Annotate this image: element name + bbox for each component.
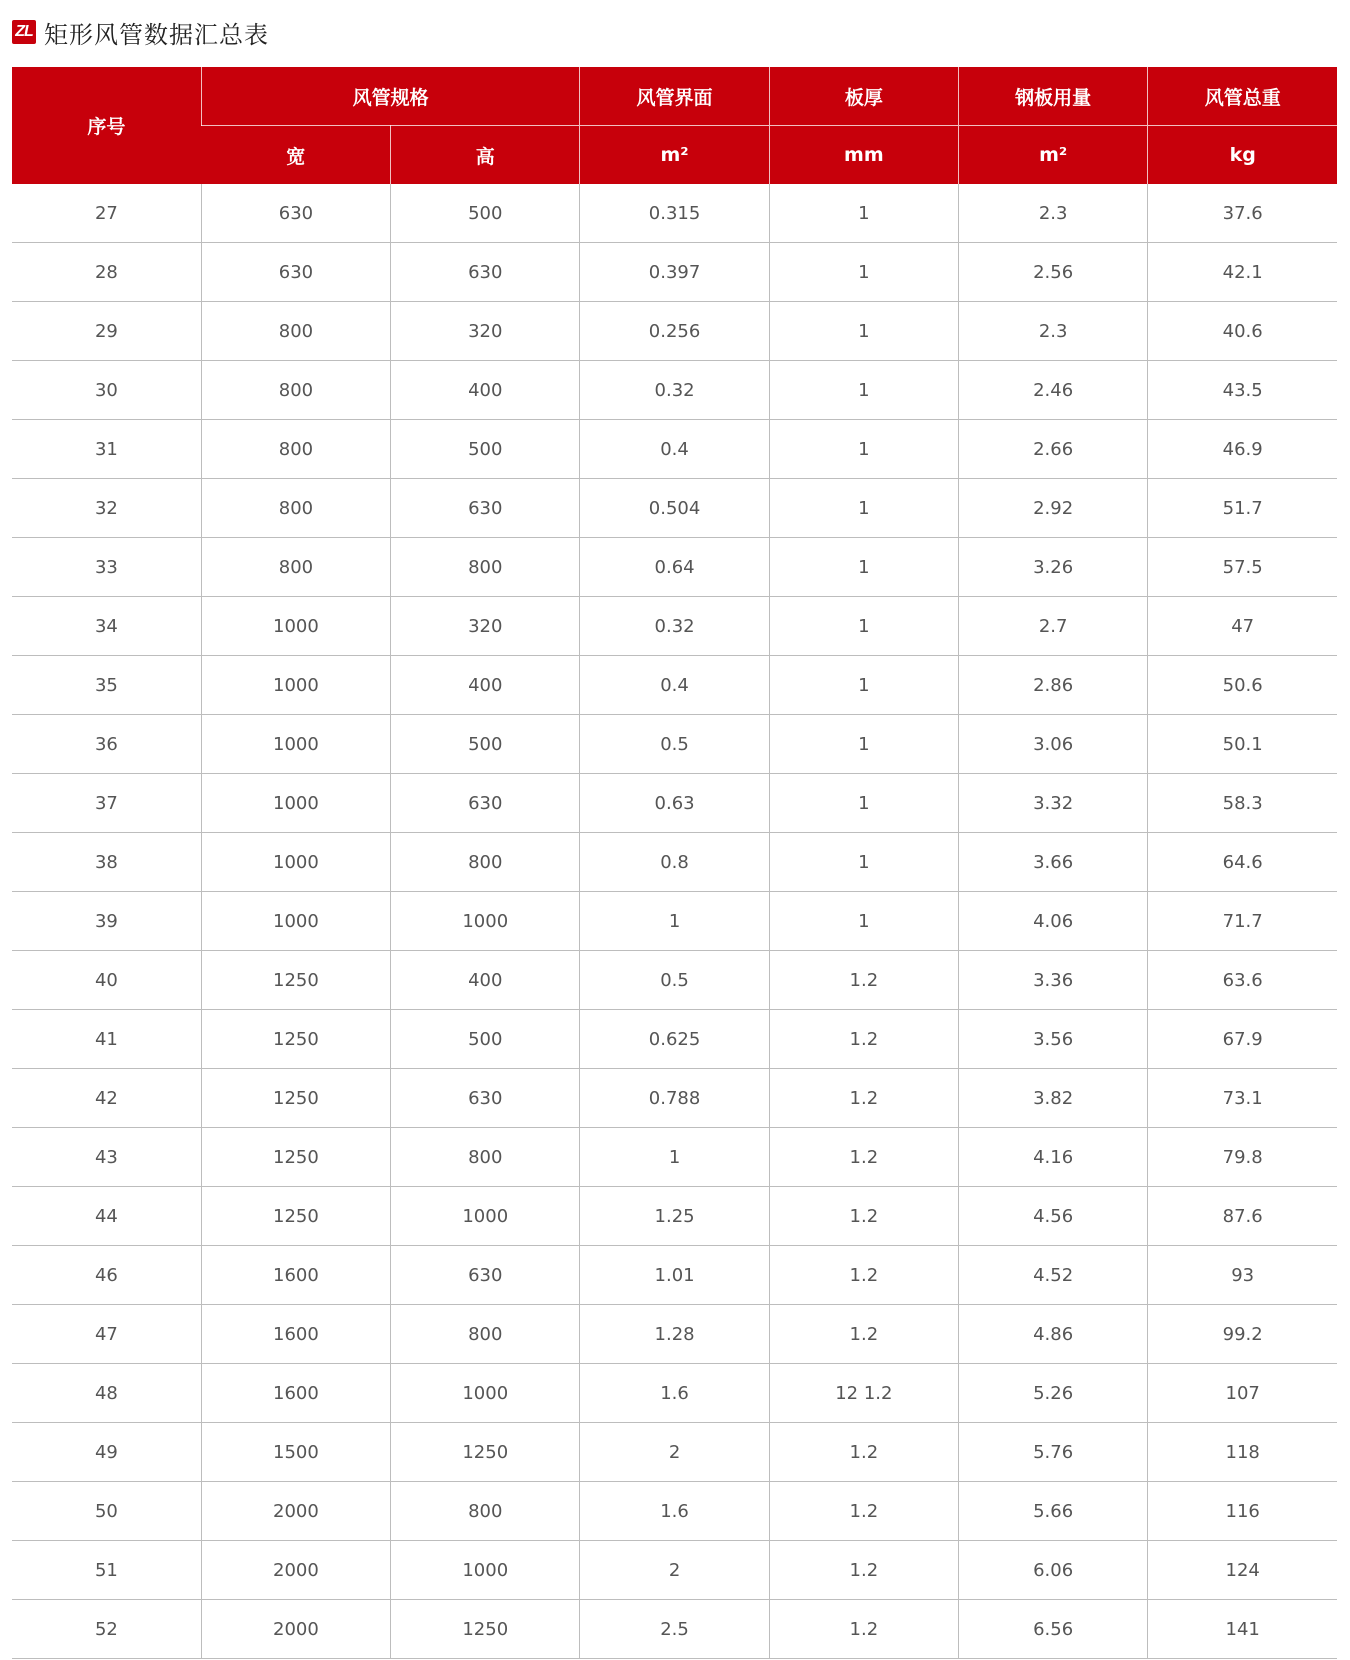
cell-width: 1000 xyxy=(201,597,390,656)
header-row-1 xyxy=(12,67,1337,126)
cell-weight: 116 xyxy=(1148,1482,1337,1541)
cell-height: 500 xyxy=(391,420,580,479)
cell-seq: 43 xyxy=(12,1128,201,1187)
table-row xyxy=(12,538,1337,597)
cell-seq: 49 xyxy=(12,1423,201,1482)
cell-width: 800 xyxy=(201,479,390,538)
cell-steel: 2.66 xyxy=(959,420,1148,479)
cell-steel: 4.56 xyxy=(959,1187,1148,1246)
cell-width: 1250 xyxy=(201,1187,390,1246)
cell-width: 1250 xyxy=(201,1010,390,1069)
cell-section: 0.256 xyxy=(580,302,769,361)
cell-section: 0.504 xyxy=(580,479,769,538)
cell-height: 1000 xyxy=(391,892,580,951)
cell-width: 2000 xyxy=(201,1482,390,1541)
table-row xyxy=(12,951,1337,1010)
header-thickness: 板厚 xyxy=(769,67,958,126)
cell-section: 1.25 xyxy=(580,1187,769,1246)
cell-section: 0.32 xyxy=(580,597,769,656)
cell-thickness: 1 xyxy=(769,833,958,892)
table-row xyxy=(12,302,1337,361)
cell-seq: 31 xyxy=(12,420,201,479)
cell-weight: 50.6 xyxy=(1148,656,1337,715)
table-row xyxy=(12,184,1337,243)
header-height: 高 xyxy=(391,126,580,185)
table-row xyxy=(12,1010,1337,1069)
cell-section: 1 xyxy=(580,892,769,951)
cell-section: 0.5 xyxy=(580,715,769,774)
cell-thickness: 1.2 xyxy=(769,1128,958,1187)
header-weight: 风管总重 xyxy=(1148,67,1337,126)
cell-height: 500 xyxy=(391,715,580,774)
cell-thickness: 1.2 xyxy=(769,951,958,1010)
cell-height: 630 xyxy=(391,243,580,302)
cell-steel: 6.56 xyxy=(959,1600,1148,1659)
cell-steel: 3.26 xyxy=(959,538,1148,597)
header-weight-unit: kg xyxy=(1148,126,1337,185)
cell-weight: 67.9 xyxy=(1148,1010,1337,1069)
cell-weight: 47 xyxy=(1148,597,1337,656)
cell-height: 500 xyxy=(391,1010,580,1069)
cell-height: 800 xyxy=(391,833,580,892)
header-seq: 序号 xyxy=(12,67,201,184)
cell-steel: 5.66 xyxy=(959,1482,1148,1541)
cell-seq: 37 xyxy=(12,774,201,833)
cell-width: 1600 xyxy=(201,1246,390,1305)
cell-steel: 5.76 xyxy=(959,1423,1148,1482)
cell-width: 1000 xyxy=(201,774,390,833)
cell-steel: 4.16 xyxy=(959,1128,1148,1187)
cell-steel: 3.56 xyxy=(959,1010,1148,1069)
header-section: 风管界面 xyxy=(580,67,769,126)
cell-section: 1.6 xyxy=(580,1482,769,1541)
cell-seq: 41 xyxy=(12,1010,201,1069)
cell-thickness: 1 xyxy=(769,715,958,774)
table-row xyxy=(12,715,1337,774)
cell-thickness: 1.2 xyxy=(769,1010,958,1069)
cell-thickness: 12 1.2 xyxy=(769,1364,958,1423)
cell-weight: 42.1 xyxy=(1148,243,1337,302)
cell-section: 1.28 xyxy=(580,1305,769,1364)
table-row xyxy=(12,1246,1337,1305)
cell-width: 1000 xyxy=(201,892,390,951)
cell-weight: 73.1 xyxy=(1148,1069,1337,1128)
cell-thickness: 1 xyxy=(769,656,958,715)
table-row xyxy=(12,1187,1337,1246)
zl-logo-icon: ZL xyxy=(12,20,36,44)
cell-steel: 6.06 xyxy=(959,1541,1148,1600)
cell-steel: 3.82 xyxy=(959,1069,1148,1128)
cell-height: 1250 xyxy=(391,1423,580,1482)
cell-section: 0.5 xyxy=(580,951,769,1010)
table-row xyxy=(12,774,1337,833)
cell-weight: 51.7 xyxy=(1148,479,1337,538)
cell-weight: 124 xyxy=(1148,1541,1337,1600)
table-row xyxy=(12,597,1337,656)
header-spec: 风管规格 xyxy=(201,67,580,126)
cell-height: 320 xyxy=(391,302,580,361)
cell-seq: 52 xyxy=(12,1600,201,1659)
cell-steel: 2.56 xyxy=(959,243,1148,302)
table-header xyxy=(12,67,1337,184)
cell-width: 800 xyxy=(201,420,390,479)
cell-seq: 33 xyxy=(12,538,201,597)
cell-height: 800 xyxy=(391,1128,580,1187)
table-row xyxy=(12,656,1337,715)
table-row xyxy=(12,833,1337,892)
cell-seq: 47 xyxy=(12,1305,201,1364)
cell-weight: 50.1 xyxy=(1148,715,1337,774)
cell-height: 500 xyxy=(391,184,580,243)
cell-height: 1000 xyxy=(391,1364,580,1423)
cell-seq: 35 xyxy=(12,656,201,715)
cell-steel: 4.86 xyxy=(959,1305,1148,1364)
cell-weight: 40.6 xyxy=(1148,302,1337,361)
cell-section: 0.64 xyxy=(580,538,769,597)
cell-section: 0.4 xyxy=(580,420,769,479)
duct-data-table xyxy=(12,67,1337,1659)
cell-seq: 48 xyxy=(12,1364,201,1423)
cell-thickness: 1 xyxy=(769,892,958,951)
cell-seq: 46 xyxy=(12,1246,201,1305)
table-row xyxy=(12,361,1337,420)
cell-width: 1500 xyxy=(201,1423,390,1482)
cell-width: 1000 xyxy=(201,656,390,715)
table-row xyxy=(12,1364,1337,1423)
cell-steel: 2.3 xyxy=(959,302,1148,361)
cell-thickness: 1 xyxy=(769,184,958,243)
header-steel-unit: m² xyxy=(959,126,1148,185)
header-section-unit: m² xyxy=(580,126,769,185)
cell-weight: 63.6 xyxy=(1148,951,1337,1010)
cell-height: 400 xyxy=(391,656,580,715)
cell-steel: 5.26 xyxy=(959,1364,1148,1423)
cell-thickness: 1 xyxy=(769,479,958,538)
cell-steel: 3.66 xyxy=(959,833,1148,892)
cell-height: 630 xyxy=(391,1069,580,1128)
cell-thickness: 1.2 xyxy=(769,1246,958,1305)
cell-width: 1000 xyxy=(201,833,390,892)
cell-section: 0.788 xyxy=(580,1069,769,1128)
cell-height: 630 xyxy=(391,479,580,538)
cell-width: 800 xyxy=(201,302,390,361)
cell-weight: 58.3 xyxy=(1148,774,1337,833)
header-thickness-unit: mm xyxy=(769,126,958,185)
cell-height: 400 xyxy=(391,361,580,420)
cell-seq: 29 xyxy=(12,302,201,361)
header-row-2 xyxy=(12,126,1337,185)
cell-section: 2 xyxy=(580,1541,769,1600)
cell-section: 0.625 xyxy=(580,1010,769,1069)
cell-section: 1 xyxy=(580,1128,769,1187)
cell-width: 2000 xyxy=(201,1541,390,1600)
cell-weight: 93 xyxy=(1148,1246,1337,1305)
cell-section: 2 xyxy=(580,1423,769,1482)
table-row xyxy=(12,1541,1337,1600)
cell-seq: 32 xyxy=(12,479,201,538)
cell-weight: 37.6 xyxy=(1148,184,1337,243)
cell-steel: 2.7 xyxy=(959,597,1148,656)
title-bar xyxy=(12,14,269,50)
cell-width: 1600 xyxy=(201,1305,390,1364)
cell-section: 1.6 xyxy=(580,1364,769,1423)
table-row xyxy=(12,1482,1337,1541)
header-steel: 钢板用量 xyxy=(959,67,1148,126)
cell-width: 630 xyxy=(201,184,390,243)
cell-seq: 42 xyxy=(12,1069,201,1128)
cell-thickness: 1 xyxy=(769,361,958,420)
cell-weight: 87.6 xyxy=(1148,1187,1337,1246)
cell-seq: 44 xyxy=(12,1187,201,1246)
cell-thickness: 1 xyxy=(769,302,958,361)
cell-thickness: 1 xyxy=(769,243,958,302)
cell-section: 0.315 xyxy=(580,184,769,243)
cell-steel: 3.06 xyxy=(959,715,1148,774)
cell-height: 320 xyxy=(391,597,580,656)
cell-seq: 50 xyxy=(12,1482,201,1541)
cell-steel: 2.92 xyxy=(959,479,1148,538)
cell-height: 1000 xyxy=(391,1541,580,1600)
cell-height: 1250 xyxy=(391,1600,580,1659)
cell-weight: 64.6 xyxy=(1148,833,1337,892)
cell-weight: 79.8 xyxy=(1148,1128,1337,1187)
cell-weight: 46.9 xyxy=(1148,420,1337,479)
cell-section: 0.32 xyxy=(580,361,769,420)
cell-thickness: 1.2 xyxy=(769,1600,958,1659)
cell-section: 0.63 xyxy=(580,774,769,833)
cell-thickness: 1 xyxy=(769,774,958,833)
cell-thickness: 1.2 xyxy=(769,1305,958,1364)
cell-height: 1000 xyxy=(391,1187,580,1246)
cell-weight: 107 xyxy=(1148,1364,1337,1423)
cell-steel: 4.06 xyxy=(959,892,1148,951)
cell-thickness: 1.2 xyxy=(769,1069,958,1128)
table-row xyxy=(12,1128,1337,1187)
page-title: 矩形风管数据汇总表 xyxy=(44,20,269,49)
cell-seq: 27 xyxy=(12,184,201,243)
cell-steel: 3.36 xyxy=(959,951,1148,1010)
cell-steel: 2.46 xyxy=(959,361,1148,420)
table-row xyxy=(12,1600,1337,1659)
cell-height: 800 xyxy=(391,1305,580,1364)
table-body xyxy=(12,184,1337,1659)
cell-section: 0.8 xyxy=(580,833,769,892)
cell-width: 1250 xyxy=(201,951,390,1010)
cell-width: 800 xyxy=(201,361,390,420)
table-row xyxy=(12,1305,1337,1364)
cell-weight: 118 xyxy=(1148,1423,1337,1482)
cell-weight: 71.7 xyxy=(1148,892,1337,951)
cell-width: 1250 xyxy=(201,1128,390,1187)
cell-seq: 39 xyxy=(12,892,201,951)
cell-thickness: 1.2 xyxy=(769,1187,958,1246)
cell-width: 800 xyxy=(201,538,390,597)
table-row xyxy=(12,243,1337,302)
table-row xyxy=(12,1423,1337,1482)
table-row xyxy=(12,479,1337,538)
cell-height: 400 xyxy=(391,951,580,1010)
cell-seq: 38 xyxy=(12,833,201,892)
cell-width: 1600 xyxy=(201,1364,390,1423)
cell-seq: 34 xyxy=(12,597,201,656)
table-row xyxy=(12,420,1337,479)
table-row xyxy=(12,1069,1337,1128)
table-row xyxy=(12,892,1337,951)
cell-seq: 51 xyxy=(12,1541,201,1600)
header-width: 宽 xyxy=(201,126,390,185)
cell-width: 630 xyxy=(201,243,390,302)
cell-section: 0.397 xyxy=(580,243,769,302)
cell-thickness: 1 xyxy=(769,597,958,656)
cell-thickness: 1 xyxy=(769,538,958,597)
cell-seq: 28 xyxy=(12,243,201,302)
cell-weight: 99.2 xyxy=(1148,1305,1337,1364)
cell-weight: 141 xyxy=(1148,1600,1337,1659)
cell-thickness: 1.2 xyxy=(769,1541,958,1600)
cell-thickness: 1.2 xyxy=(769,1482,958,1541)
cell-section: 2.5 xyxy=(580,1600,769,1659)
cell-steel: 2.3 xyxy=(959,184,1148,243)
cell-height: 800 xyxy=(391,1482,580,1541)
cell-section: 0.4 xyxy=(580,656,769,715)
cell-weight: 57.5 xyxy=(1148,538,1337,597)
cell-height: 630 xyxy=(391,774,580,833)
cell-seq: 30 xyxy=(12,361,201,420)
cell-width: 2000 xyxy=(201,1600,390,1659)
cell-width: 1250 xyxy=(201,1069,390,1128)
cell-height: 800 xyxy=(391,538,580,597)
cell-weight: 43.5 xyxy=(1148,361,1337,420)
cell-steel: 4.52 xyxy=(959,1246,1148,1305)
cell-thickness: 1.2 xyxy=(769,1423,958,1482)
cell-width: 1000 xyxy=(201,715,390,774)
cell-section: 1.01 xyxy=(580,1246,769,1305)
cell-height: 630 xyxy=(391,1246,580,1305)
cell-seq: 36 xyxy=(12,715,201,774)
cell-thickness: 1 xyxy=(769,420,958,479)
cell-seq: 40 xyxy=(12,951,201,1010)
cell-steel: 3.32 xyxy=(959,774,1148,833)
cell-steel: 2.86 xyxy=(959,656,1148,715)
